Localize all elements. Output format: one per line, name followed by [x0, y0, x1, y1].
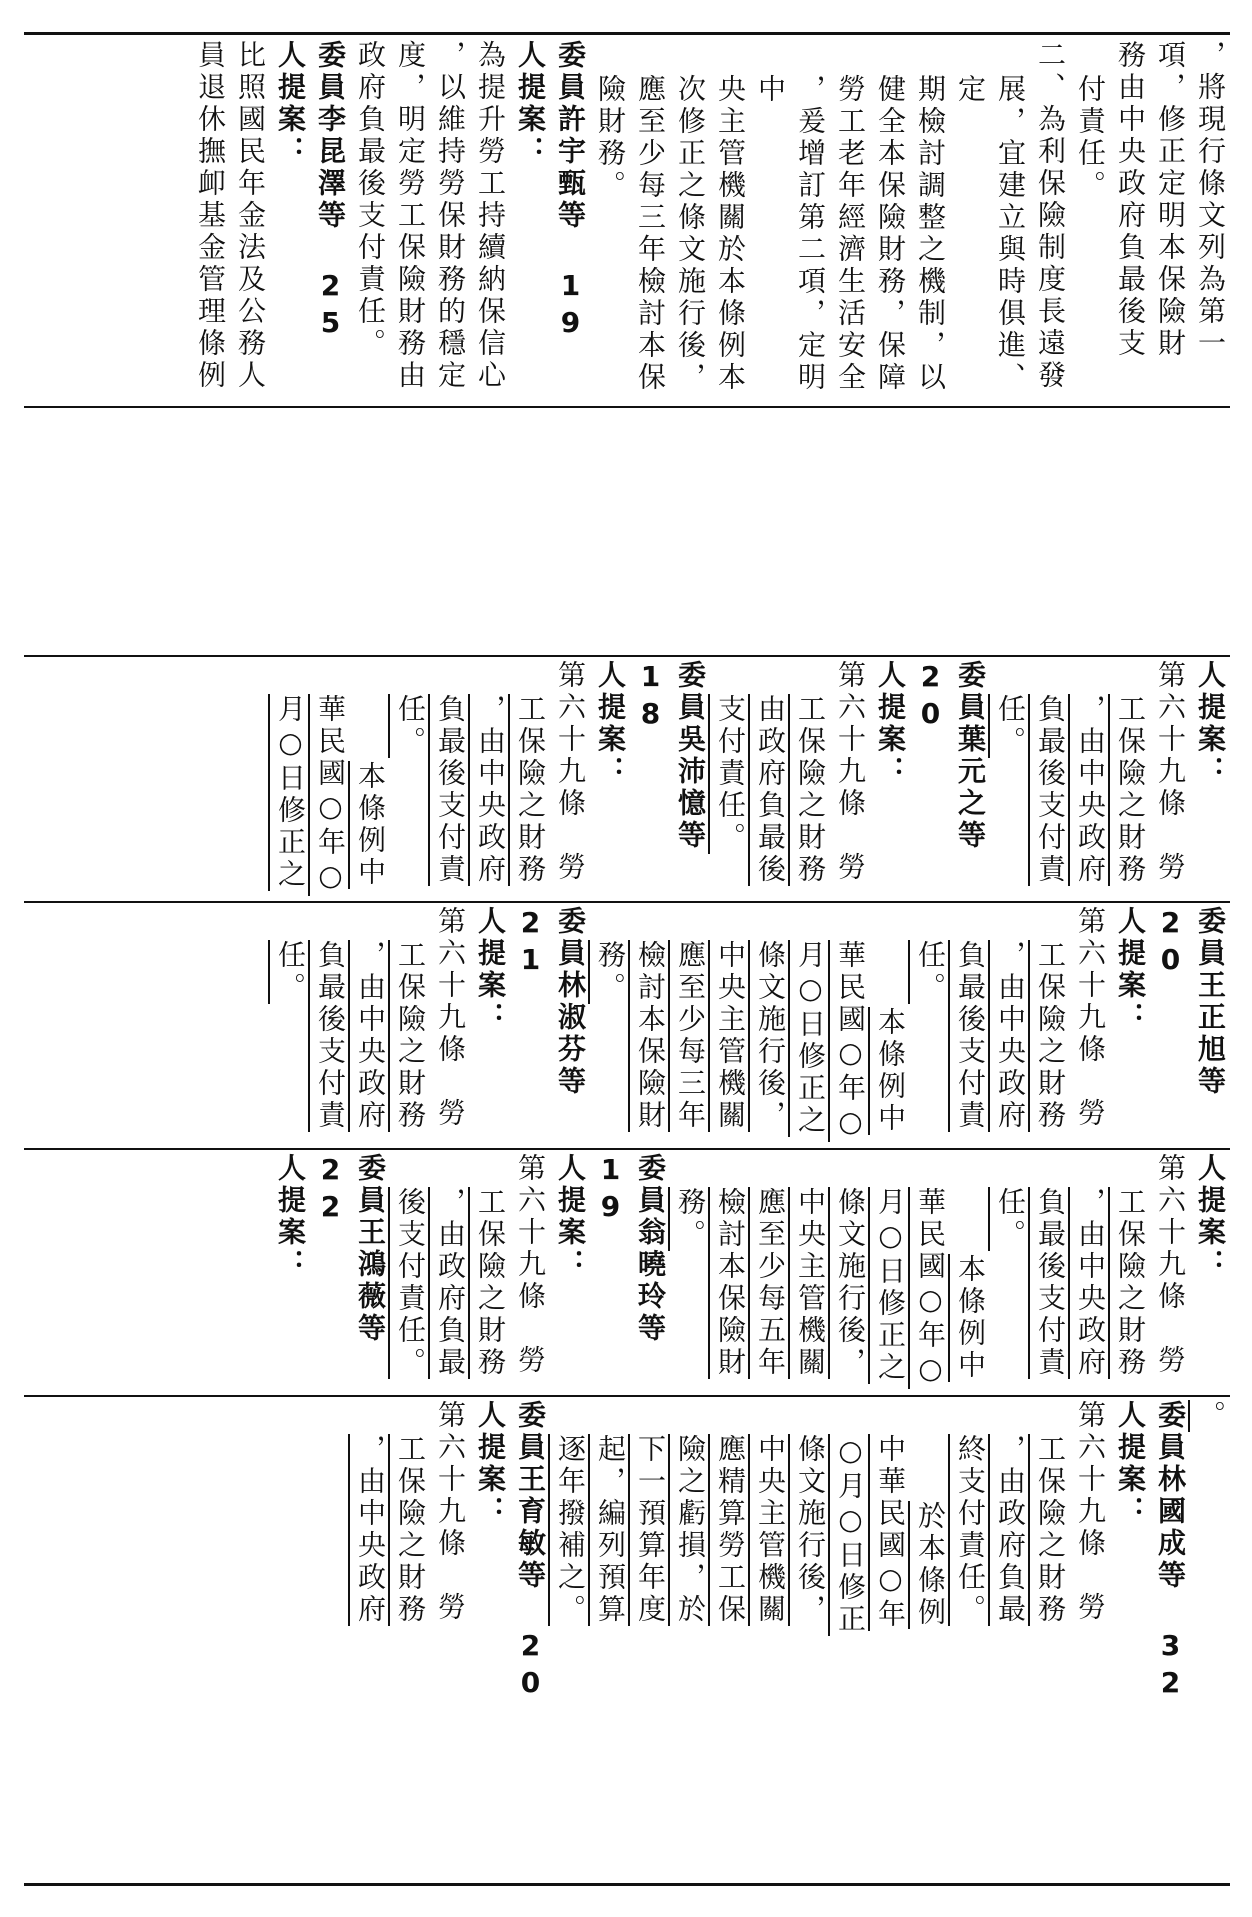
proposer-heading: 人提案： — [874, 660, 907, 788]
text-line: 央主管機關於本條例本 — [714, 73, 747, 394]
proposer-heading: 人提案： — [1194, 1153, 1227, 1281]
proposer-heading: 委員葉元之等 20 — [914, 660, 987, 852]
proposer-heading: 委員李昆澤等 25 人提案： — [274, 40, 347, 343]
article-line: 工保險之財務 — [394, 939, 427, 1132]
article-line: 工保險之財務 — [1114, 1186, 1147, 1379]
article-line: 第六十九條 勞 — [1154, 660, 1187, 884]
article-line: 第六十九條 勞 — [1154, 1153, 1187, 1377]
proposer-heading: 委員王正旭等 20 — [1154, 906, 1227, 1098]
proposer-heading: 委員翁曉玲等 19 — [594, 1153, 667, 1345]
article-line: 本條例中 — [874, 1006, 907, 1135]
article-line: 終支付責任。 — [954, 1433, 987, 1626]
proposer-heading: 人提案： — [554, 1153, 587, 1281]
article-line: 工保險之財務 — [474, 1186, 507, 1379]
article-line: 負最後支付責 — [954, 939, 987, 1132]
article-line: 月○日修正之 — [874, 1186, 907, 1384]
article-line: 中央主管機關 — [714, 939, 747, 1132]
article-line: 工保險之財務 — [1114, 693, 1147, 886]
text-line: 政府負最後支付責任。 — [354, 40, 387, 360]
article-line: 應至少每五年 — [754, 1186, 787, 1379]
article-line: 工保險之財務 — [514, 693, 547, 886]
article-line: ，由政府負最 — [434, 1186, 467, 1379]
text-line: 員退休撫卹基金管理條例 — [194, 40, 227, 392]
article-line: 華民國○年○ — [314, 693, 347, 896]
article-line: 本條例中 — [954, 1253, 987, 1382]
proposer-heading: 委員王鴻薇等 22 — [314, 1153, 387, 1345]
article-line: 月○日修正之 — [274, 693, 307, 891]
proposal-block-3 — [24, 906, 1230, 1144]
article-line: 逐年撥補之。 — [554, 1433, 587, 1626]
article-line: 任。 — [274, 939, 307, 1004]
text-line: 勞工老年經濟生活安全 — [834, 73, 867, 394]
proposal-block-5 — [24, 1400, 1230, 1878]
article-line: 下一預算年度 — [634, 1433, 667, 1626]
article-line: 中央主管機關 — [794, 1186, 827, 1379]
article-line: 險之虧損，於 — [674, 1433, 707, 1626]
text-line: 次修正之條文施行後， — [674, 73, 707, 394]
article-line: 負最後支付責 — [1034, 693, 1067, 886]
article-line: 應精算勞工保 — [714, 1433, 747, 1626]
article-line: 務。 — [674, 1186, 707, 1251]
article-line: ，由中央政府 — [354, 939, 387, 1132]
section-divider-1 — [24, 406, 1230, 408]
article-line: 本條例中 — [354, 760, 387, 889]
article-line: 條文施行後， — [834, 1186, 867, 1379]
text-line: 展，宜建立與時俱進、定 — [954, 73, 1027, 394]
text-line: 付責任。 — [1074, 73, 1107, 202]
article-line: 負最後支付責 — [434, 693, 467, 886]
article-line: 任。 — [994, 1186, 1027, 1251]
proposer-heading: 人提案： — [594, 660, 627, 788]
section-divider-2 — [24, 655, 1230, 657]
article-line: ，由中央政府 — [474, 693, 507, 886]
text-line: 期檢討調整之機制，以 — [914, 73, 947, 394]
text-line: ，以維持勞保財務的穩定 — [434, 40, 467, 392]
text-line: ，爰增訂第二項，定明中 — [754, 73, 827, 394]
article-line: 於本條例 — [914, 1500, 947, 1629]
text-line: 險財務。 — [594, 73, 627, 202]
article-line: 工保險之財務 — [394, 1433, 427, 1626]
article-line: 第六十九條 勞 — [1074, 906, 1107, 1130]
article-line: 檢討本保險財 — [714, 1186, 747, 1379]
article-line: 華民國○年○ — [834, 939, 867, 1142]
article-line: ，由中央政府 — [1074, 1186, 1107, 1379]
proposer-heading: 委員許宇甄等 19 人提案： — [514, 40, 587, 343]
article-line: 華民國○年○ — [914, 1186, 947, 1389]
text-line: 度，明定勞工保險財務由 — [394, 40, 427, 392]
proposer-heading: 委員林國成等 32 — [1154, 1400, 1187, 1703]
article-line: 由政府負最後 — [754, 693, 787, 886]
proposer-heading: 人提案： — [474, 906, 507, 1034]
proposer-heading: 人提案： — [1194, 660, 1227, 788]
text-line: 。 — [1194, 1400, 1227, 1432]
article-line: 起，編列預算 — [594, 1433, 627, 1626]
section-divider-3 — [24, 901, 1230, 903]
article-line: 檢討本保險財 — [634, 939, 667, 1132]
text-line: 為提升勞工持續納保信心 — [474, 40, 507, 392]
article-line: 第六十九條 勞 — [834, 660, 867, 884]
article-line: 條文施行後， — [794, 1433, 827, 1626]
article-line: 工保險之財務 — [1034, 939, 1067, 1132]
text-line: 健全本保險財務，保障 — [874, 73, 907, 394]
section-divider-5 — [24, 1395, 1230, 1397]
proposer-heading: 人提案： — [1114, 1400, 1147, 1528]
article-line: ，由中央政府 — [354, 1433, 387, 1626]
article-line: 月○日修正之 — [794, 939, 827, 1137]
article-line: 任。 — [994, 693, 1027, 758]
proposer-heading: 人提案： — [274, 1153, 307, 1281]
article-line: 第六十九條 勞 — [434, 1400, 467, 1624]
article-line: 任。 — [914, 939, 947, 1004]
article-line: ，由政府負最 — [994, 1433, 1027, 1626]
article-line: 中華民國○年 — [874, 1433, 907, 1631]
text-line: 應至少每三年檢討本保 — [634, 73, 667, 394]
article-line: 條文施行後， — [754, 939, 787, 1132]
article-line: 第六十九條 勞 — [434, 906, 467, 1130]
article-line: 務。 — [594, 939, 627, 1004]
article-line: ，由中央政府 — [1074, 693, 1107, 886]
article-line: ○月○日修正 — [834, 1433, 867, 1636]
article-line: 負最後支付責 — [314, 939, 347, 1132]
proposer-heading: 委員吳沛憶等 18 — [634, 660, 707, 852]
article-line: 工保險之財務 — [1034, 1433, 1067, 1626]
text-line: 務由中央政府負最後支 — [1114, 40, 1147, 360]
article-line: ，由中央政府 — [994, 939, 1027, 1132]
text-line: 項，修正定明本保險財 — [1154, 40, 1187, 360]
top-border — [24, 32, 1230, 35]
proposer-heading: 人提案： — [1114, 906, 1147, 1034]
article-line: 中央主管機關 — [754, 1433, 787, 1626]
section-divider-4 — [24, 1148, 1230, 1150]
article-line: 應至少每三年 — [674, 939, 707, 1132]
proposer-heading: 委員王育敏等 20 — [514, 1400, 547, 1703]
proposer-heading: 委員林淑芬等 21 — [514, 906, 587, 1098]
article-line: 支付責任。 — [714, 693, 747, 854]
article-line: 第六十九條 勞 — [514, 1153, 547, 1377]
article-line: 後支付責任。 — [394, 1186, 427, 1379]
text-line: 比照國民年金法及公務人 — [234, 40, 267, 392]
article-line: 第六十九條 勞 — [554, 660, 587, 884]
article-line: 第六十九條 勞 — [1074, 1400, 1107, 1624]
article-line: 任。 — [394, 693, 427, 758]
bottom-border — [24, 1883, 1230, 1886]
proposal-block-2 — [24, 660, 1230, 898]
proposer-heading: 人提案： — [474, 1400, 507, 1528]
article-line: 負最後支付責 — [1034, 1186, 1067, 1379]
article-line: 工保險之財務 — [794, 693, 827, 886]
text-line: 二、為利保險制度長遠發 — [1034, 40, 1067, 392]
proposal-block-4 — [24, 1153, 1230, 1391]
text-line: ，將現行條文列為第一 — [1194, 40, 1227, 360]
top-block — [24, 40, 1230, 400]
